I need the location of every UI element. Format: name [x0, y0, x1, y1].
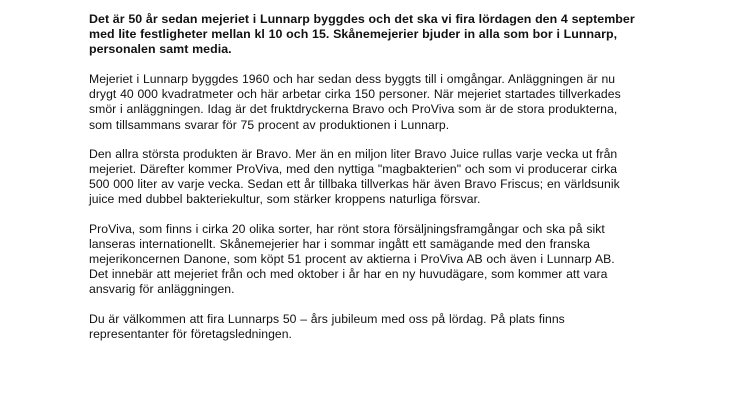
- paragraph-line: mejeriet. Därefter kommer ProViva, med den nyttiga "magbakterien" och som vi producerar cirka: [89, 162, 618, 177]
- paragraph-line: mejerikoncernen Danone, som köpt 51 procent av aktierna i ProViva AB och även i Lunnarp AB.: [89, 252, 615, 267]
- paragraph-history: [89, 72, 689, 133]
- paragraph-line: som tillsammans svarar för 75 procent av produktionen i Lunnarp.: [89, 117, 450, 132]
- lead-paragraph: [89, 12, 689, 57]
- paragraph-line: ProViva, som finns i cirka 20 olika sorter, har rönt stora försäljningsframgångar och ska på sikt: [89, 221, 605, 236]
- paragraph-line: Den allra största produkten är Bravo. Mer än en miljon liter Bravo Juice rullas varje vecka ut från: [89, 146, 618, 161]
- paragraph-line: 500 000 liter av varje vecka. Sedan ett år tillbaka tillverkas här även Bravo Friscus; en världsunik: [89, 177, 620, 192]
- lead-line-2: med lite festligheter mellan kl 10 och 15. Skånemejerier bjuder in alla som bor i Lunnarp,: [89, 27, 618, 41]
- paragraph-line: drygt 40 000 kvadratmeter och här arbetar cirka 150 personer. När mejeriet startades tillverkades: [89, 87, 621, 102]
- press-release-document: [89, 12, 689, 356]
- lead-line-3: personalen samt media.: [89, 42, 232, 56]
- paragraph-line: juice med dubbel bakteriekultur, som stärker kroppens naturliga försvar.: [89, 192, 481, 207]
- paragraph-proviva: [89, 222, 689, 298]
- paragraph-line: lanseras internationellt. Skånemejerier har i sommar ingått ett samägande med den franska: [89, 236, 590, 251]
- paragraph-line: Du är välkommen att fira Lunnarps 50 – års jubileum med oss på lördag. På plats finns: [89, 311, 565, 326]
- paragraph-invitation: [89, 312, 689, 342]
- paragraph-products: [89, 147, 689, 208]
- paragraph-line: ansvarig för anläggningen.: [89, 282, 235, 297]
- lead-line-1: Det är 50 år sedan mejeriet i Lunnarp byggdes och det ska vi fira lördagen den 4 september: [89, 12, 635, 26]
- paragraph-line: smör i anläggningen. Idag är det fruktdryckerna Bravo och ProViva som är de stora produkterna,: [89, 102, 618, 117]
- paragraph-line: representanter för företagsledningen.: [89, 326, 292, 341]
- paragraph-line: Mejeriet i Lunnarp byggdes 1960 och har sedan dess byggts till i omgångar. Anläggningen är nu: [89, 72, 616, 86]
- paragraph-line: Det innebär att mejeriet från och med oktober i år har en ny huvudägare, som kommer att vara: [89, 267, 608, 282]
